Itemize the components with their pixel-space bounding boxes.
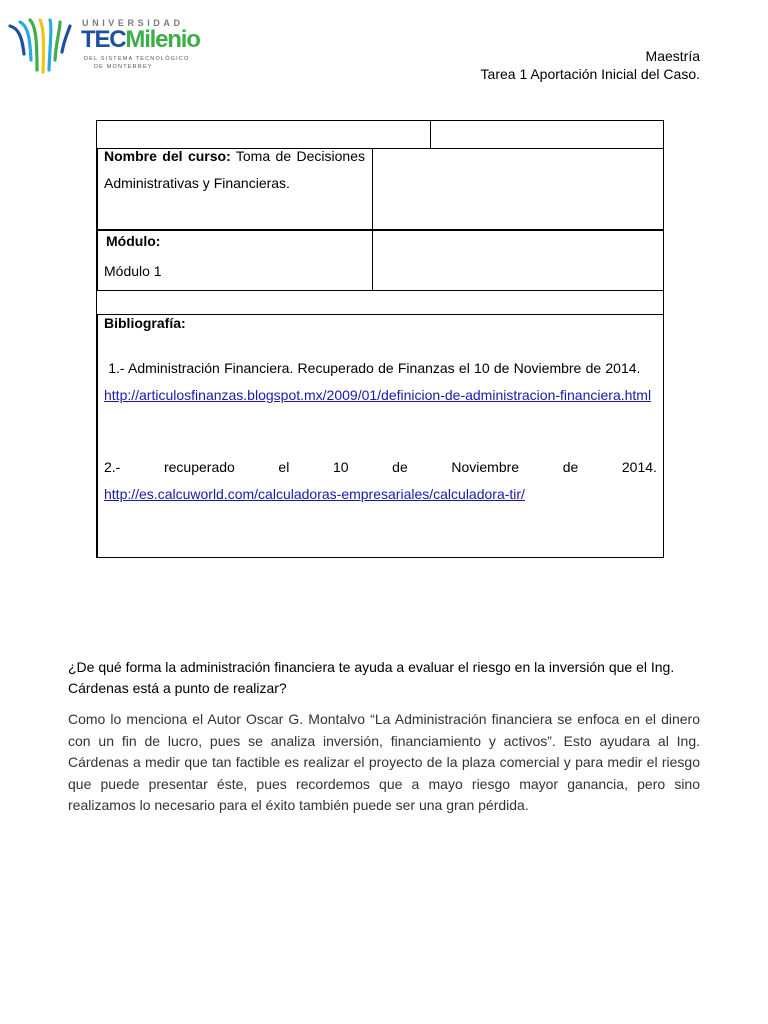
table-cell-empty-right bbox=[430, 120, 664, 149]
ref-1-text: 1.- Administración Financiera. Recuperado de Finanzas el 10 de Noviembre de 2014. bbox=[108, 360, 641, 376]
logo-university-label: UNIVERSIDAD bbox=[82, 18, 184, 28]
table-cell-course-right bbox=[372, 148, 664, 230]
bibliography-label: Bibliografía: bbox=[104, 315, 186, 331]
course-name bbox=[104, 143, 365, 197]
module-label: Módulo: bbox=[106, 233, 161, 249]
module-value: Módulo 1 bbox=[104, 263, 162, 279]
header-program: Maestría bbox=[645, 48, 700, 64]
course-value: Toma de Decisiones Administrativas y Financieras. bbox=[104, 148, 365, 191]
bibliography-ref-2 bbox=[104, 454, 657, 508]
header-assignment: Tarea 1 Aportación Inicial del Caso. bbox=[480, 66, 700, 82]
logo-subtitle-line1: DEL SISTEMA TECNOLÓGICO bbox=[84, 56, 190, 62]
logo-name bbox=[81, 27, 200, 53]
logo-subtitle-line2: DE MONTERREY bbox=[94, 64, 153, 70]
tecmilenio-logo-mark bbox=[6, 14, 86, 78]
logo-name-part2: Milenio bbox=[125, 26, 200, 53]
ref-1-link[interactable]: http://articulosfinanzas.blogspot.mx/2009/01/definicion-de-administracion-financiera.html bbox=[104, 387, 652, 403]
case-question: ¿De qué forma la administración financiera te ayuda a evaluar el riesgo en la inversión que el Ing. Cárdenas está a punto de realizar? bbox=[68, 659, 675, 696]
case-answer: Como lo menciona el Autor Oscar G. Montalvo “La Administración financiera se enfoca en el dinero con un fin de lucro, pues se analiza inversión, financiamiento y activos”. Esto ayudara al Ing. Cárdenas a medir que tan factible es realizar el proyecto de la plaza comercial y para medir el riesgo que puede presentar éste, pues recordemos que a mayo riesgo mayor ganancia, pero sino realizamos lo necesario para el éxito también puede ser una gran pérdida. bbox=[68, 711, 700, 813]
ref-2-text: 2.- recuperado el 10 de Noviembre de 2014. bbox=[104, 459, 657, 475]
table-cell-module-right bbox=[372, 229, 664, 291]
document-header bbox=[481, 47, 700, 83]
ref-2-link[interactable]: http://es.calcuworld.com/calculadoras-empresariales/calculadora-tir/ bbox=[104, 486, 525, 502]
course-label: Nombre del curso: bbox=[104, 148, 231, 164]
table-cell-bibliography bbox=[96, 314, 664, 558]
course-info-table bbox=[96, 120, 664, 558]
bibliography-ref-1 bbox=[104, 355, 657, 409]
logo-name-part1: TEC bbox=[81, 26, 126, 53]
